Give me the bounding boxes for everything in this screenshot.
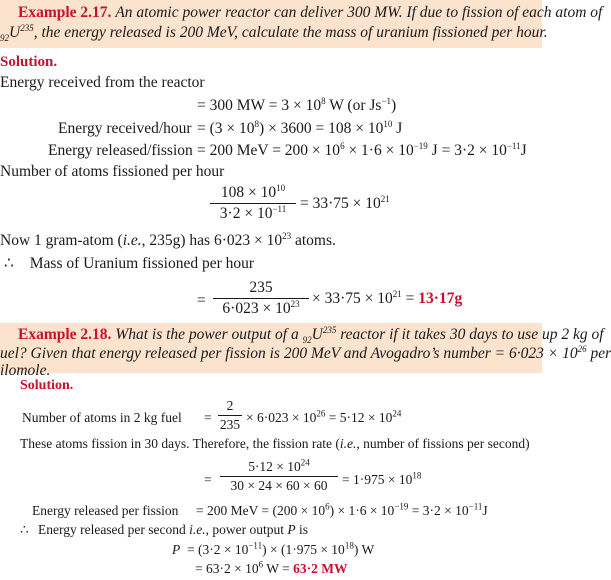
- rate-eq: =: [204, 472, 212, 487]
- fraction-mass: [213, 279, 309, 318]
- solution-heading-1: Solution.: [0, 54, 58, 70]
- rate-result: = $1\cdot 975 \times 10^{18}$: [342, 470, 422, 487]
- atoms-fuel-eq: =: [204, 410, 212, 425]
- fraction-fuel: 2 235: [219, 398, 241, 432]
- therefore-symbol-2: ∴: [20, 522, 29, 537]
- energy-heading: Energy received from the reactor: [0, 74, 205, 91]
- fraction-rate: [220, 459, 338, 494]
- example-2-17-question-2: , the energy released is 200 MeV, calculate the mass of uranium fissioned per hour.: [33, 24, 548, 41]
- fraction-mass-den: $6\cdot 023 \times 10^{23}$: [222, 298, 300, 317]
- mass-heading-line: ∴ Mass of Uranium fissioned per hour: [4, 255, 255, 272]
- fraction-atoms-num: $108 \times 10^{10}$: [220, 182, 286, 201]
- example-2-17-label: Example 2.17.: [18, 4, 112, 21]
- mass-result: × $33\cdot 75 \times 10^{21} = 13\cdot 17g$: [312, 288, 463, 307]
- example-2-17-line2: [0, 24, 548, 42]
- power-eq-1: $P = (3\cdot 2 \times 10^{-11}) \times (1\cdot 975 \times 10^{18})$ W: [172, 540, 375, 557]
- gram-atom-line: Now 1 gram-atom (i.e., 235g) has $6\cdot 023 \times 10^{23}$ atoms.: [0, 230, 336, 249]
- answer-power: 63·2 MW: [293, 561, 348, 576]
- fraction-atoms-den: $3\cdot 2 \times 10^{-11}$: [219, 203, 287, 222]
- fraction-rate-num: $5\cdot 12 \times 10^{24}$: [248, 457, 310, 474]
- example-2-17-line1: [18, 4, 602, 22]
- fraction-atoms: [210, 184, 296, 223]
- fission-rate-line: These atoms fission in 30 days. Therefore, the fission rate (i.e., number of fissions per second): [20, 436, 530, 451]
- power-heading-line: ∴ Energy released per second i.e., power output P is: [20, 522, 309, 537]
- example-2-18-line2: uel? Given that energy released per fission is 200 MeV and Avogadro’s number = $6\cdot 023 \times 10^{26}$ per: [0, 343, 611, 362]
- fraction-mass-num: 235: [249, 279, 273, 296]
- example-2-18-line1: Example 2.18. What is the power output of a $_{92}U^{235}$ reactor if it takes 30 days to use up 2 kg of: [18, 324, 604, 346]
- example-2-18-line3: ilomole.: [0, 362, 51, 379]
- eq-energy-fission-rhs: = 200 MeV = $200 \times 10^6 \times 1\cdot 6 \times 10^{-19}$ $J = 3\cdot 2 \times 10^{-11}J$: [197, 140, 527, 159]
- eq-energy-hour-lhs: Energy received/hour: [58, 120, 192, 137]
- solution-heading-2: Solution.: [20, 378, 74, 393]
- mass-eq-sign: =: [197, 292, 206, 309]
- atoms-fuel-rhs: × $6\cdot 023 \times 10^{26} = 5\cdot 12 \times 10^{24}$: [246, 408, 402, 425]
- fraction-rate-den: 30 × 24 × 60 × 60: [230, 478, 328, 493]
- example-2-17-question-1: An atomic power reactor can deliver 300 MW. If due to fission of each atom of: [115, 4, 603, 21]
- answer-mass: 13·17g: [418, 290, 463, 307]
- eq-power: = 300 MW = $3 \times 10^8$ W (or $Js^{-1}$): [197, 95, 397, 114]
- eq-energy-hour-rhs: = $(3 \times 10^8) \times 3600 = 108 \times 10^{10}$ J: [197, 118, 403, 137]
- fraction-atoms-result: = $33\cdot 75 \times 10^{21}$: [300, 193, 390, 212]
- eq-energy-fission-lhs: Energy released/fission: [48, 142, 193, 159]
- therefore-symbol: ∴: [4, 255, 14, 272]
- isotope-u235: $_{92}U^{235}$: [0, 22, 34, 44]
- power-eq-2: = $63\cdot 2 \times 10^6$ W = 63·2 MW: [195, 559, 348, 576]
- isotope-u235-2: $_{92}U^{235}$: [302, 324, 337, 346]
- energy-released-lhs: Energy released per fission: [32, 503, 179, 518]
- energy-released-rhs: = 200 MeV = $(200 \times 10^6) \times 1\cdot 6 \times 10^{-19} = 3\cdot 2 \times 10^{-11}J$: [196, 501, 488, 518]
- atoms-fuel-lhs: Number of atoms in 2 kg fuel: [22, 410, 182, 425]
- example-2-18-label: Example 2.18.: [18, 326, 112, 343]
- atoms-heading: Number of atoms fissioned per hour: [0, 163, 225, 180]
